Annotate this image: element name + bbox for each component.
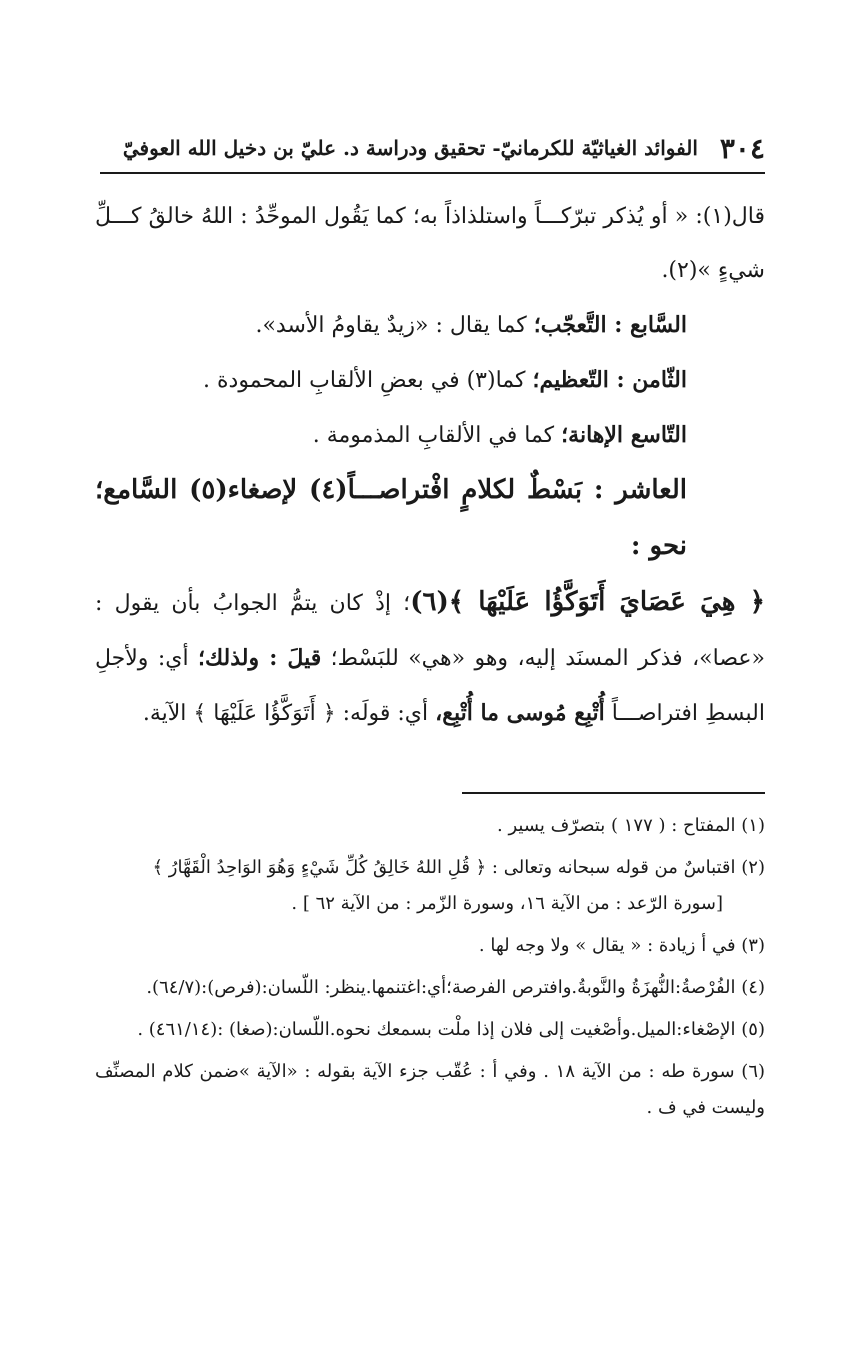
paragraph (95, 575, 765, 741)
term: قيلَ : ولذلك؛ (198, 645, 322, 671)
header-rule (100, 172, 765, 174)
paragraph (95, 463, 765, 575)
paragraph (95, 353, 765, 408)
paragraph-text: ؛ إذْ كان يتمُّ الجوابُ بأن يقول : «عصا»، فذكر المسنَد إليه، وهو «هي» للبَسْط؛ (95, 591, 766, 671)
paragraph (95, 408, 765, 463)
page-header (100, 128, 765, 168)
footnote: (٣) في أ زيادة : « يقال » ولا وجه لها . (478, 935, 765, 956)
paragraph-text: أي: قولَه: ﴿ أَتَوَكَّؤُا عَلَيْهَا ﴾ الآية. (142, 701, 429, 726)
footnote-rule (462, 792, 765, 794)
footnote: (٤) الفُرْصةُ:النُّهزَةُ والنَّوبةُ.وافترص الفرصة؛أي:اغتنمها.ينظر: اللّسان:(فرص):(٦٤/٧). (146, 977, 765, 998)
paragraph: قال(١): « أو يُذكر تبرّكـــاً واستلذاذاً به؛ كما يَقُول الموحِّدُ : اللهُ خالقُ كـــلِّ شيءٍ »(٢). (95, 204, 765, 283)
footnote: (٦) سورة طه : من الآية ١٨ . وفي أ : عُقّب جزء الآية بقوله : «الآية »ضمن كلام المصنِّف وليست في ف . (95, 1061, 766, 1118)
term: السَّابع : التَّعجّب؛ (533, 312, 687, 338)
paragraph-text: كما يقال : «زيدٌ يقاومُ الأسد». (255, 313, 527, 338)
footnote-continuation: [سورة الرّعد : من الآية ١٦، وسورة الزّمر : من الآية ٦٢ ] . (291, 893, 723, 914)
footnotes (95, 808, 765, 1132)
term: الثّامن : التّعظيم؛ (532, 367, 687, 393)
quran-verse: ﴿ هِيَ عَصَايَ أَتَوَكَّؤُا عَلَيْهَا ﴾(٦) (410, 587, 766, 617)
running-title: الفوائد الغياثيّة للكرمانيّ- تحقيق ودراسة د. عليّ بن دخيل الله العوفيّ (122, 136, 698, 160)
footnote: (١) المفتاح : ( ١٧٧ ) بتصرّف يسير . (497, 815, 765, 836)
paragraph-text: أي: ولأجلِ البسطِ افتراصـــاً (95, 646, 765, 726)
term: العاشر : بَسْطٌ لكلامٍ افْتراصـــاً(٤) لإصغاء(٥) السَّامع؛ نحو : (95, 475, 687, 561)
term: أُتْبِع مُوسى ما أُتْبِع، (435, 700, 605, 726)
paragraph-text: كما(٣) في بعضِ الألقابِ المحمودة . (203, 368, 526, 393)
footnote: (٢) اقتباسٌ من قوله سبحانه وتعالى : ﴿ قُلِ اللهُ خَالِقُ كُلِّ شَيْءٍ وَهُوَ الوَاحِدُ الْقَهَّارُ ﴾ (152, 857, 765, 878)
paragraph (95, 298, 765, 353)
page-number: ٣٠٤ (719, 131, 765, 165)
paragraph-text: كما في الألقابِ المذمومة . (312, 423, 555, 448)
footnote: (٥) الإصْغاء:الميل.وأصْغيت إلى فلان إذا ملْت بسمعك نحوه.اللّسان:(صغا) :(٤٦١/١٤) . (137, 1019, 765, 1040)
main-text (95, 190, 765, 741)
term: التّاسع الإهانة؛ (561, 422, 687, 448)
